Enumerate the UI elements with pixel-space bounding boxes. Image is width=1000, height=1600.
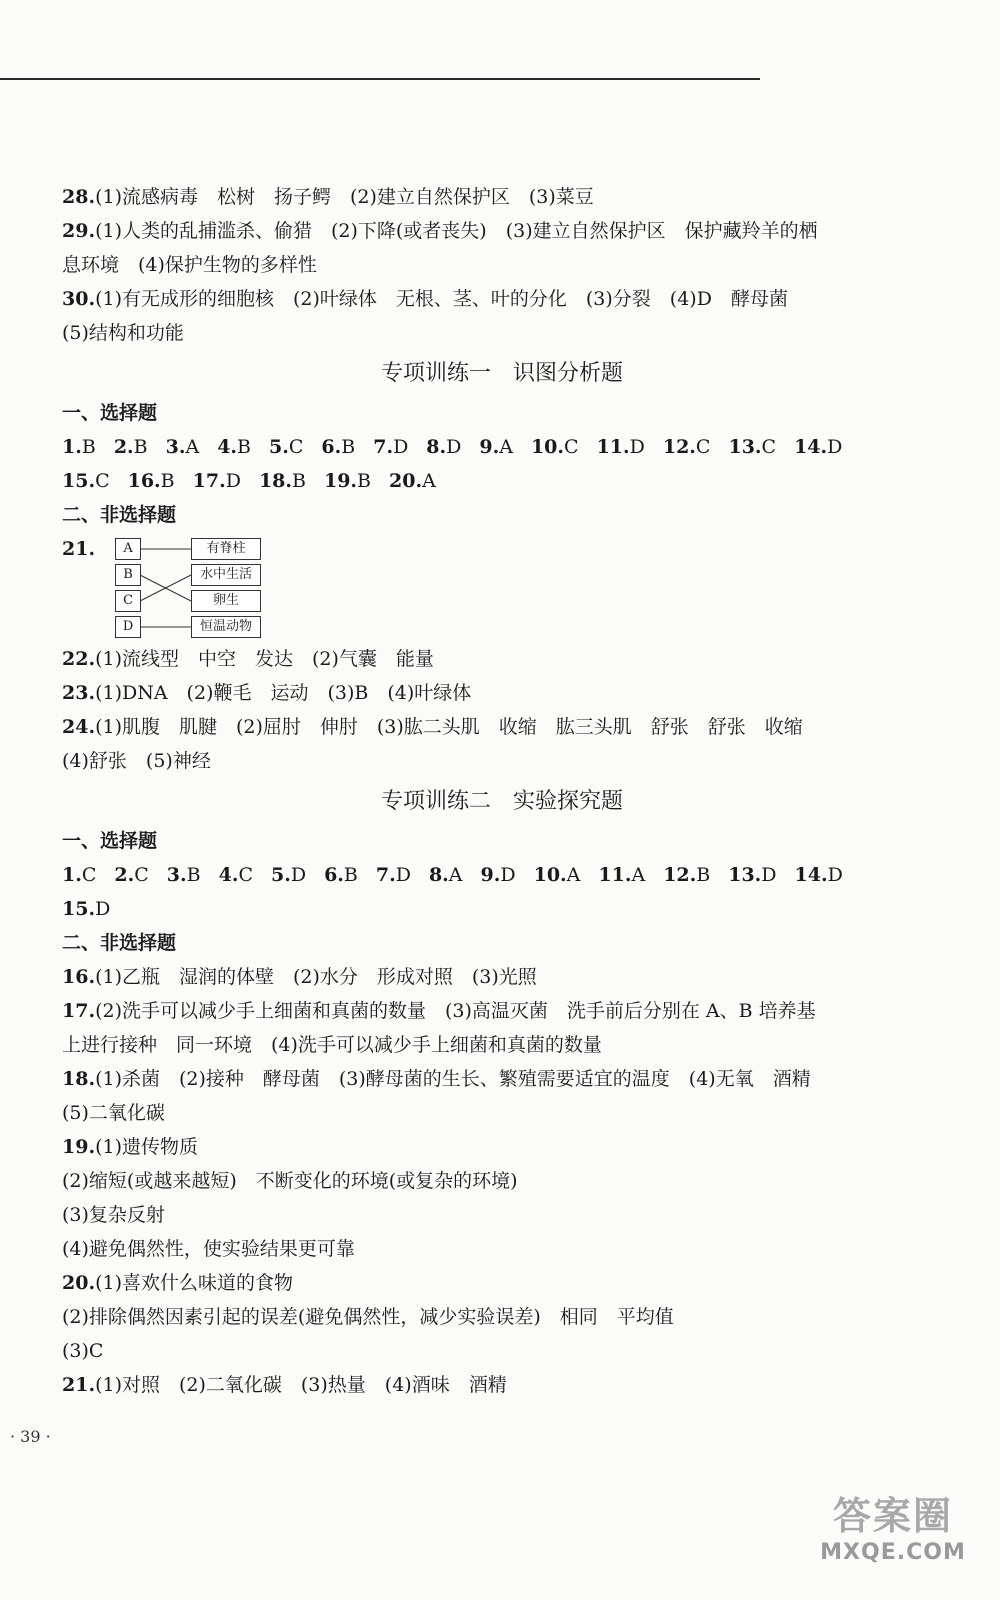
mc-answer bbox=[479, 430, 513, 464]
mc-choice: D bbox=[95, 898, 111, 920]
answer-line bbox=[62, 214, 942, 248]
answer-line bbox=[62, 1164, 942, 1198]
mc-number: 5. bbox=[269, 436, 289, 458]
answer-text: (1)肌腹 肌腱 (2)屈肘 伸肘 (3)肱二头肌 收缩 肱三头肌 舒张 舒张 收缩 bbox=[95, 716, 803, 738]
mc-number: 4. bbox=[218, 864, 239, 886]
mc-number: 17. bbox=[192, 470, 226, 492]
diagram-left-box: A bbox=[115, 538, 141, 560]
subheading-choice-1: 一、选择题 bbox=[62, 402, 158, 424]
mc-answer bbox=[259, 464, 306, 498]
answer-line bbox=[62, 1300, 942, 1334]
mc-number: 13. bbox=[728, 864, 762, 886]
mc-number: 14. bbox=[794, 864, 828, 886]
mc-answer bbox=[324, 464, 371, 498]
answer-text: (1)流线型 中空 发达 (2)气囊 能量 bbox=[95, 648, 434, 670]
mc-choice: D bbox=[500, 864, 516, 886]
mc-number: 7. bbox=[375, 864, 396, 886]
mc-answers-row bbox=[62, 892, 942, 926]
mc-answers-row bbox=[62, 464, 942, 498]
answer-text: (3)复杂反射 bbox=[62, 1204, 165, 1226]
diagram-left-box: C bbox=[115, 590, 141, 612]
mc-number: 6. bbox=[324, 864, 344, 886]
mc-number: 2. bbox=[114, 864, 135, 886]
mc-choice: D bbox=[395, 864, 411, 886]
mc-answer bbox=[597, 430, 645, 464]
answer-text: (1)对照 (2)二氧化碳 (3)热量 (4)酒味 酒精 bbox=[95, 1374, 507, 1396]
mc-number: 9. bbox=[479, 436, 500, 458]
mc-answers-row bbox=[62, 858, 942, 892]
answer-text: (1)DNA (2)鞭毛 运动 (3)B (4)叶绿体 bbox=[95, 682, 472, 704]
mc-answer bbox=[166, 430, 200, 464]
mc-number: 7. bbox=[373, 436, 394, 458]
mc-answer bbox=[663, 430, 711, 464]
question-number: 21. bbox=[62, 1374, 96, 1396]
section-title-1: 专项训练一 识图分析题 bbox=[380, 361, 623, 386]
question-number: 17. bbox=[62, 1000, 96, 1022]
mc-answer bbox=[663, 858, 710, 892]
section-2-answers bbox=[62, 960, 942, 1402]
mc-choice: C bbox=[134, 864, 149, 886]
answer-line bbox=[62, 282, 942, 316]
mc-answer bbox=[531, 430, 579, 464]
mc-answer bbox=[795, 858, 843, 892]
subheading-nonchoice-2: 二、非选择题 bbox=[62, 932, 177, 954]
mc-choice: C bbox=[95, 470, 110, 492]
mc-answer bbox=[373, 430, 408, 464]
mc-number: 12. bbox=[662, 436, 696, 458]
mc-number: 5. bbox=[270, 864, 291, 886]
mc-number: 9. bbox=[480, 864, 501, 886]
diagram-left-box: D bbox=[115, 616, 141, 638]
subheading-choice-2: 一、选择题 bbox=[62, 830, 158, 852]
question-number: 29. bbox=[62, 220, 96, 242]
mc-answer bbox=[271, 858, 306, 892]
answer-text: (1)有无成形的细胞核 (2)叶绿体 无根、茎、叶的分化 (3)分裂 (4)D 酵母菌 bbox=[95, 288, 788, 310]
mc-number: 11. bbox=[596, 436, 630, 458]
diagram-right-box: 恒温动物 bbox=[191, 616, 261, 638]
mc-answer bbox=[219, 858, 253, 892]
answer-line bbox=[62, 1096, 942, 1130]
answer-text: (2)排除偶然因素引起的误差(避免偶然性，减少实验误差) 相同 平均值 bbox=[62, 1306, 674, 1328]
mc-number: 15. bbox=[62, 470, 96, 492]
mc-answer bbox=[62, 858, 96, 892]
mc-number: 3. bbox=[165, 436, 186, 458]
answer-text: (3)C bbox=[62, 1340, 104, 1362]
mc-choice: A bbox=[448, 864, 463, 886]
question-number: 28. bbox=[62, 186, 96, 208]
mc-answer bbox=[324, 858, 358, 892]
answer-text: (4)避免偶然性，使实验结果更可靠 bbox=[62, 1238, 355, 1260]
mc-answer bbox=[167, 858, 201, 892]
question-number: 19. bbox=[62, 1136, 96, 1158]
question-number: 22. bbox=[62, 648, 96, 670]
mc-answer bbox=[728, 858, 776, 892]
mc-choice: B bbox=[696, 864, 711, 886]
mc-number: 10. bbox=[533, 864, 567, 886]
mc-answer bbox=[794, 430, 842, 464]
answer-text: (1)杀菌 (2)接种 酵母菌 (3)酵母菌的生长、繁殖需要适宜的温度 (4)无氧 酒精 bbox=[95, 1068, 811, 1090]
watermark-logo bbox=[808, 1492, 978, 1582]
answer-line bbox=[62, 960, 942, 994]
mc-answer bbox=[426, 430, 461, 464]
mc-answer bbox=[728, 430, 776, 464]
mc-choice: D bbox=[393, 436, 409, 458]
answer-line bbox=[62, 1334, 942, 1368]
mc-choice: D bbox=[629, 436, 645, 458]
answer-text: (1)乙瓶 湿润的体壁 (2)水分 形成对照 (3)光照 bbox=[95, 966, 537, 988]
mc-choice: A bbox=[422, 470, 436, 492]
mc-choice: C bbox=[288, 436, 304, 458]
mc-choice: B bbox=[81, 436, 96, 458]
watermark-url: MXQE.COM bbox=[820, 1540, 966, 1565]
question-number: 30. bbox=[62, 288, 96, 310]
mc-choice: D bbox=[761, 864, 777, 886]
answer-text: (5)二氧化碳 bbox=[62, 1102, 165, 1124]
mc-number: 10. bbox=[530, 436, 565, 458]
mc-answer bbox=[217, 430, 251, 464]
answer-line bbox=[62, 642, 942, 676]
mc-answer bbox=[62, 464, 110, 498]
mc-answer bbox=[269, 430, 303, 464]
answer-line bbox=[62, 1368, 942, 1402]
answer-text: (1)遗传物质 bbox=[95, 1136, 198, 1158]
mc-choice: C bbox=[564, 436, 579, 458]
mc-choice: D bbox=[225, 470, 241, 492]
top-rule bbox=[0, 78, 760, 80]
mc-choice: A bbox=[566, 864, 581, 886]
mc-number: 13. bbox=[728, 436, 762, 458]
mc-answer bbox=[128, 464, 175, 498]
mc-choice: C bbox=[81, 864, 97, 886]
mc-number: 8. bbox=[426, 436, 447, 458]
mc-choice: C bbox=[238, 864, 253, 886]
mc-answer bbox=[114, 430, 148, 464]
answer-line bbox=[62, 248, 942, 282]
answer-line bbox=[62, 744, 942, 778]
diagram-left-box: B bbox=[115, 564, 141, 586]
answer-text: (1)喜欢什么味道的食物 bbox=[95, 1272, 293, 1294]
mc-answer bbox=[481, 858, 516, 892]
answer-text: (5)结构和功能 bbox=[62, 322, 184, 344]
question-number: 24. bbox=[62, 716, 96, 738]
answer-text: (1)人类的乱捕滥杀、偷猎 (2)下降(或者丧失) (3)建立自然保护区 保护藏羚羊的栖 bbox=[95, 220, 818, 242]
question-number: 18. bbox=[62, 1068, 96, 1090]
mc-answer bbox=[62, 430, 96, 464]
mc-number: 4. bbox=[217, 436, 238, 458]
mc-answer bbox=[534, 858, 581, 892]
mc-number: 14. bbox=[794, 436, 828, 458]
mc-answer bbox=[114, 858, 148, 892]
answer-text: (1)流感病毒 松树 扬子鳄 (2)建立自然保护区 (3)菜豆 bbox=[95, 186, 594, 208]
mc-answer bbox=[321, 430, 355, 464]
question-number: 23. bbox=[62, 682, 96, 704]
subheading-nonchoice-1: 二、非选择题 bbox=[62, 504, 177, 526]
mc-number: 11. bbox=[598, 864, 632, 886]
answer-text: (2)洗手可以减少手上细菌和真菌的数量 (3)高温灭菌 洗手前后分别在 A、B 培养基 bbox=[95, 1000, 816, 1022]
answer-line bbox=[62, 1266, 942, 1300]
mc-choice: C bbox=[761, 436, 777, 458]
section-title-2: 专项训练二 实验探究题 bbox=[380, 789, 623, 814]
answer-line bbox=[62, 676, 942, 710]
mc-answer bbox=[389, 464, 436, 498]
mc-answer bbox=[598, 858, 645, 892]
mc-number: 8. bbox=[428, 864, 449, 886]
mc-choice: B bbox=[292, 470, 306, 492]
mc-number: 1. bbox=[62, 864, 82, 886]
mc-answers-row bbox=[62, 430, 942, 464]
question-number: 20. bbox=[62, 1272, 96, 1294]
mc-choice: B bbox=[186, 864, 201, 886]
answer-line bbox=[62, 1028, 942, 1062]
matching-diagram bbox=[115, 538, 275, 642]
mc-number: 12. bbox=[663, 864, 697, 886]
mc-choice: D bbox=[290, 864, 307, 886]
mc-choice: D bbox=[446, 436, 462, 458]
answer-text: (4)舒张 (5)神经 bbox=[62, 750, 211, 772]
mc-number: 18. bbox=[258, 470, 292, 492]
mc-choice: A bbox=[631, 864, 646, 886]
answer-line bbox=[62, 1130, 942, 1164]
mc-choice: A bbox=[499, 436, 513, 458]
q21-diagram-row bbox=[62, 532, 942, 642]
answer-line bbox=[62, 180, 942, 214]
mc-choice: C bbox=[695, 436, 711, 458]
diagram-right-box: 水中生活 bbox=[191, 564, 261, 586]
mc-number: 19. bbox=[323, 470, 358, 492]
answer-text: 上进行接种 同一环境 (4)洗手可以减少手上细菌和真菌的数量 bbox=[62, 1034, 602, 1056]
mc-number: 15. bbox=[62, 898, 96, 920]
answer-line bbox=[62, 1062, 942, 1096]
mc-number: 1. bbox=[62, 436, 82, 458]
section-1-answers bbox=[62, 642, 942, 778]
mc-choice: B bbox=[133, 436, 148, 458]
mc-choice: B bbox=[237, 436, 252, 458]
diagram-right-box: 卵生 bbox=[191, 590, 261, 612]
watermark-text: 答案圈 bbox=[832, 1494, 953, 1538]
answer-line bbox=[62, 1198, 942, 1232]
mc-answer bbox=[429, 858, 463, 892]
mc-number: 3. bbox=[166, 864, 187, 886]
mc-number: 20. bbox=[389, 470, 423, 492]
section-previous-answers bbox=[62, 180, 942, 350]
mc-answer bbox=[193, 464, 241, 498]
mc-choice: D bbox=[827, 864, 843, 886]
mc-choice: B bbox=[343, 864, 358, 886]
mc-number: 6. bbox=[321, 436, 342, 458]
question-number: 21. bbox=[62, 538, 96, 560]
page-number: · 39 · bbox=[10, 1427, 51, 1446]
mc-answer bbox=[62, 892, 110, 926]
mc-number: 2. bbox=[113, 436, 134, 458]
answer-line bbox=[62, 994, 942, 1028]
answer-line bbox=[62, 1232, 942, 1266]
mc-choice: B bbox=[341, 436, 356, 458]
mc-answer bbox=[376, 858, 411, 892]
diagram-right-box: 有脊柱 bbox=[191, 538, 261, 560]
mc-choice: B bbox=[160, 470, 175, 492]
answer-page bbox=[62, 180, 942, 1402]
mc-number: 16. bbox=[127, 470, 161, 492]
answer-text: 息环境 (4)保护生物的多样性 bbox=[62, 254, 317, 276]
mc-choice: A bbox=[185, 436, 200, 458]
mc-choice: B bbox=[357, 470, 371, 492]
mc-choice: D bbox=[827, 436, 843, 458]
question-number: 16. bbox=[62, 966, 96, 988]
answer-line bbox=[62, 710, 942, 744]
answer-text: (2)缩短(或越来越短) 不断变化的环境(或复杂的环境) bbox=[62, 1170, 518, 1192]
answer-line bbox=[62, 316, 942, 350]
